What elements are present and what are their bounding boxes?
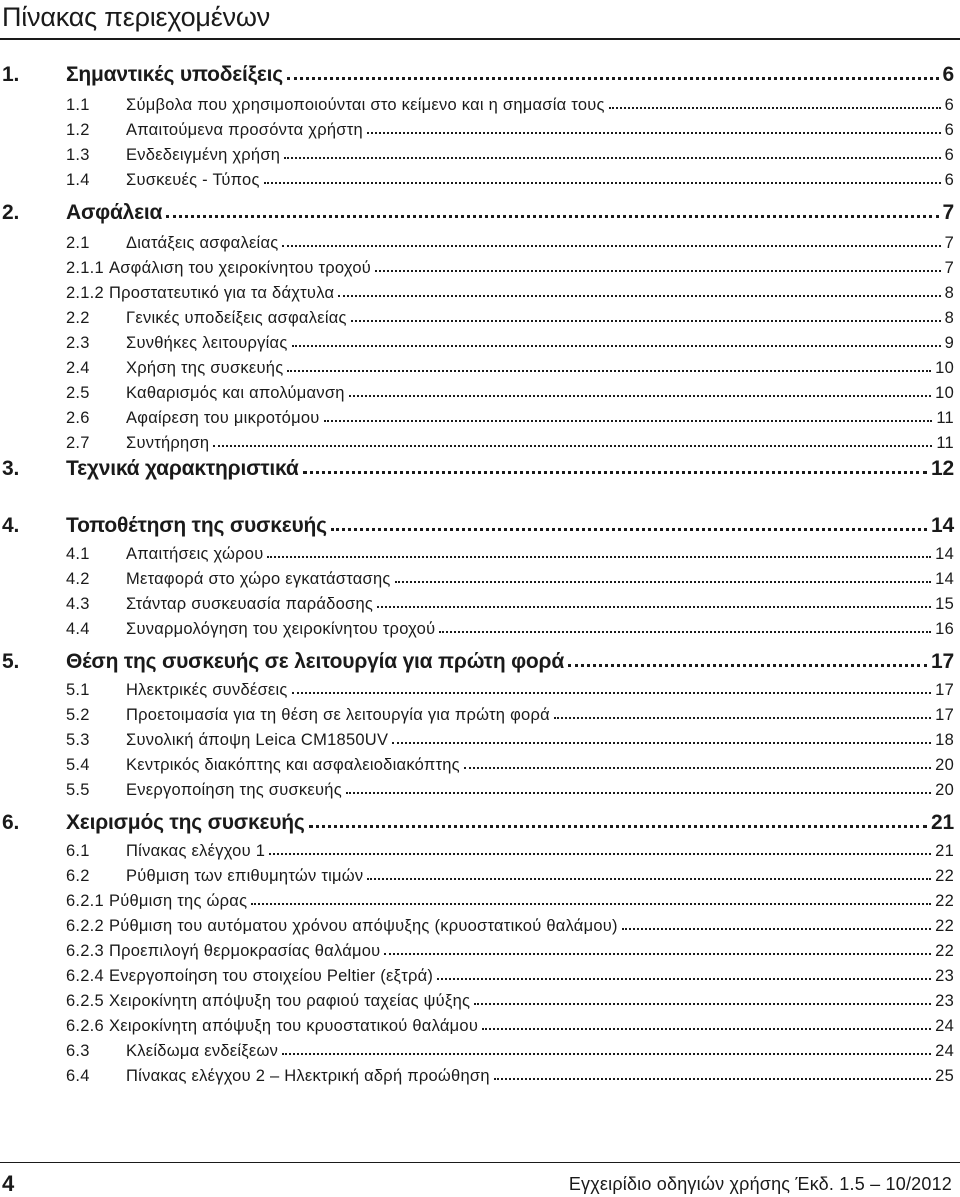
toc-dot-leader [331,526,927,531]
toc-entry-label: Χειροκίνητη απόψυξη του ραφιού ταχείας ψύξης [108,992,471,1010]
toc-entry-number: 5.2 [66,706,90,724]
toc-entry-label: Θέση της συσκευής σε λειτουργία για πρώτη φορά [66,650,565,673]
toc-entry-number: 6.2.3 [66,942,104,960]
toc-entry[interactable] [2,808,954,838]
toc-entry[interactable] [66,356,954,381]
toc-entry-page: 17 [935,706,954,724]
toc-entry-label: Συναρμολόγηση του χειροκίνητου τροχού [126,620,436,638]
toc-entry[interactable] [66,256,954,281]
toc-entry-label: Συσκευές - Τύπος [126,171,260,189]
toc-entry[interactable] [66,964,954,989]
toc-dot-leader [166,213,938,218]
toc-entry-label: Κεντρικός διακόπτης και ασφαλειοδιακόπτης [126,756,460,774]
toc-entry-label: Χρήση της συσκευής [126,359,284,377]
toc-dot-leader [464,765,931,769]
toc-entry[interactable] [66,231,954,256]
toc-entry-page: 24 [935,1042,954,1060]
toc-entry-number: 4.3 [66,595,90,613]
toc-entry-number: 6.2.5 [66,992,104,1010]
toc-entry-number: 5.4 [66,756,90,774]
toc-entry-page: 8 [944,284,954,302]
toc-entry-number: 6.2.1 [66,892,104,910]
toc-entry-number: 4.4 [66,620,90,638]
toc-entry[interactable] [66,542,954,567]
toc-entry-page: 15 [935,595,954,613]
toc-entry-page: 11 [936,434,954,452]
toc-entry-label: Τεχνικά χαρακτηριστικά [66,457,299,480]
toc-entry[interactable] [66,381,954,406]
title-divider [0,38,960,40]
toc-dot-leader [392,740,931,744]
toc-entry-label: Αφαίρεση του μικροτόμου [126,409,320,427]
toc-entry-label: Ασφάλιση του χειροκίνητου τροχού [108,259,372,277]
toc-dot-leader [351,318,941,322]
toc-entry[interactable] [66,1014,954,1039]
toc-entry-page: 9 [944,334,954,352]
toc-entry-page: 25 [935,1067,954,1085]
toc-entry[interactable] [66,306,954,331]
toc-entry-number: 6.1 [66,842,90,860]
toc-entry-label: Προστατευτικό για τα δάχτυλα [108,284,335,302]
toc-entry-label: Διατάξεις ασφαλείας [126,234,279,252]
toc-entry[interactable] [66,331,954,356]
toc-entry[interactable] [66,989,954,1014]
toc-entry-number: 1. [2,63,20,86]
toc-entry-number: 2.4 [66,359,90,377]
footer-divider [0,1162,960,1163]
toc-dot-leader [251,901,931,905]
toc-entry-number: 6.4 [66,1067,90,1085]
toc-entry-number: 2. [2,201,20,224]
toc-entry-number: 2.1 [66,234,90,252]
toc-entry-page: 21 [931,811,954,834]
toc-dot-leader [309,823,927,828]
toc-entry-page: 8 [944,309,954,327]
toc-dot-leader [367,130,941,134]
toc-entry-label: Ενεργοποίηση του στοιχείου Peltier (εξτρά) [108,967,434,985]
toc-entry-number: 1.3 [66,146,90,164]
toc-entry-label: Προετοιμασία για τη θέση σε λειτουργία για πρώτη φορά [126,706,550,724]
toc-entry-number: 1.2 [66,121,90,139]
toc-entry-label: Συνολική άποψη Leica CM1850UV [126,731,389,749]
toc-entry-page: 22 [935,942,954,960]
toc-dot-leader [482,1026,931,1030]
toc-entry[interactable] [2,454,954,484]
toc-dot-leader [287,75,939,80]
toc-entry-page: 6 [942,63,954,86]
toc-dot-leader [494,1076,931,1080]
toc-entry-page: 14 [931,514,954,537]
toc-entry-label: Σύμβολα που χρησιμοποιούνται στο κείμενο και η σημασία τους [126,96,605,114]
toc-entry[interactable] [66,939,954,964]
toc-dot-leader [287,368,931,372]
toc-entry-number: 3. [2,457,20,480]
toc-entry[interactable] [2,647,954,677]
toc-entry-page: 20 [935,781,954,799]
toc-entry[interactable] [66,728,954,753]
toc-entry-number: 2.3 [66,334,90,352]
toc-entry[interactable] [66,753,954,778]
toc-entry-page: 10 [935,359,954,377]
toc-entry-page: 17 [935,681,954,699]
toc-entry-label: Στάνταρ συσκευασία παράδοσης [126,595,374,613]
toc-entry[interactable] [2,511,954,541]
toc-dot-leader [346,790,931,794]
toc-entry-number: 6.3 [66,1042,90,1060]
toc-entry-number: 2.5 [66,384,90,402]
toc-entry[interactable] [66,839,954,864]
toc-entry[interactable] [66,1064,954,1089]
toc-dot-leader [349,393,931,397]
footer-page-number: 4 [2,1171,15,1196]
toc-entry-label: Κλείδωμα ενδείξεων [126,1042,279,1060]
toc-dot-leader [267,554,931,558]
toc-entry-number: 5.3 [66,731,90,749]
toc-entry-page: 7 [944,259,954,277]
toc-entry-label: Σημαντικές υποδείξεις [66,63,283,86]
toc-entry-page: 22 [935,917,954,935]
toc-entry-label: Ρύθμιση του αυτόματου χρόνου απόψυξης (κρυοστατικού θαλάμου) [108,917,618,935]
toc-entry[interactable] [66,778,954,803]
toc-dot-leader [439,629,931,633]
toc-entry-label: Συνθήκες λειτουργίας [126,334,288,352]
toc-entry-number: 4.2 [66,570,90,588]
toc-entry-label: Μεταφορά στο χώρο εγκατάστασης [126,570,391,588]
toc-entry-label: Ρύθμιση της ώρας [108,892,248,910]
toc-entry-number: 1.1 [66,96,90,114]
toc-entry-number: 4.1 [66,545,90,563]
toc-entry-label: Ενδεδειγμένη χρήση [126,146,281,164]
toc-dot-leader [384,951,931,955]
toc-entry-page: 14 [935,545,954,563]
toc-entry-label: Χειρισμός της συσκευής [66,811,305,834]
toc-dot-leader [264,180,941,184]
toc-entry-page: 7 [942,201,954,224]
toc-dot-leader [282,243,940,247]
toc-entry-number: 2.2 [66,309,90,327]
toc-entry-page: 23 [935,992,954,1010]
toc-entry-page: 22 [935,867,954,885]
toc-dot-leader [213,443,932,447]
toc-dot-leader [292,343,941,347]
toc-entry[interactable] [66,168,954,193]
toc-entry-label: Ρύθμιση των επιθυμητών τιμών [126,867,364,885]
toc-entry[interactable] [66,281,954,306]
toc-entry-label: Ενεργοποίηση της συσκευής [126,781,342,799]
toc-entry-page: 21 [935,842,954,860]
toc-entry-number: 6. [2,811,20,834]
toc-entry-label: Καθαρισμός και απολύμανση [126,384,345,402]
toc-entry[interactable] [2,198,954,228]
footer-edition-text: Εγχειρίδιο οδηγιών χρήσης Έκδ. 1.5 – 10/2012 [568,1174,952,1194]
toc-dot-leader [338,293,940,297]
toc-entry[interactable] [66,93,954,118]
toc-dot-leader [269,851,931,855]
toc-entry-page: 16 [935,620,954,638]
toc-entry-page: 22 [935,892,954,910]
toc-entry[interactable] [66,143,954,168]
toc-entry-number: 2.1.1 [66,259,104,277]
toc-entry[interactable] [66,406,954,431]
toc-entry-number: 2.6 [66,409,90,427]
toc-dot-leader [554,715,931,719]
toc-entry-page: 18 [935,731,954,749]
toc-dot-leader [568,662,927,667]
toc-entry[interactable] [66,864,954,889]
toc-entry-page: 6 [944,171,954,189]
toc-entry-page: 7 [944,234,954,252]
toc-entry-number: 5. [2,650,20,673]
toc-entry-label: Ασφάλεια [66,201,163,224]
toc-entry-page: 24 [935,1017,954,1035]
toc-entry[interactable] [66,617,954,642]
toc-entry-label: Χειροκίνητη απόψυξη του κρυοστατικού θαλάμου [108,1017,479,1035]
toc-entry-label: Ηλεκτρικές συνδέσεις [126,681,288,699]
toc-entry[interactable] [66,1039,954,1064]
toc-entry[interactable] [66,914,954,939]
toc-entry[interactable] [66,118,954,143]
toc-dot-leader [284,155,940,159]
toc-entry-page: 6 [944,96,954,114]
toc-entry-number: 1.4 [66,171,90,189]
toc-entry-number: 6.2.6 [66,1017,104,1035]
toc-entry-page: 14 [935,570,954,588]
toc-entry-number: 4. [2,514,20,537]
toc-entry-number: 5.1 [66,681,90,699]
toc-entry-number: 5.5 [66,781,90,799]
toc-entry-page: 6 [944,146,954,164]
toc-dot-leader [474,1001,931,1005]
toc-entry-page: 6 [944,121,954,139]
toc-dot-leader [324,418,933,422]
toc-entry[interactable] [66,703,954,728]
toc-dot-leader [292,690,932,694]
toc-entry-number: 6.2.4 [66,967,104,985]
toc-entry[interactable] [66,592,954,617]
toc-entry[interactable] [66,889,954,914]
toc-entry-label: Πίνακας ελέγχου 1 [126,842,266,860]
toc-entry-page: 11 [936,409,954,427]
toc-dot-leader [303,469,927,474]
toc-entry-label: Τοποθέτηση της συσκευής [66,514,327,537]
toc-entry-label: Απαιτήσεις χώρου [126,545,264,563]
toc-entry-label: Προεπιλογή θερμοκρασίας θαλάμου [108,942,381,960]
toc-entry-label: Γενικές υποδείξεις ασφαλείας [126,309,347,327]
toc-dot-leader [375,268,941,272]
toc-entry-label: Συντήρηση [126,434,210,452]
toc-entry-page: 12 [931,457,954,480]
toc-entry-number: 6.2.2 [66,917,104,935]
toc-dot-leader [437,976,931,980]
toc-entry-page: 23 [935,967,954,985]
toc-dot-leader [395,579,932,583]
toc-entry-label: Απαιτούμενα προσόντα χρήστη [126,121,363,139]
toc-entry[interactable] [2,60,954,90]
toc-entry[interactable] [66,678,954,703]
toc-dot-leader [282,1051,931,1055]
toc-entry-page: 10 [935,384,954,402]
toc-entry-page: 17 [931,650,954,673]
toc-dot-leader [377,604,931,608]
toc-entry-label: Πίνακας ελέγχου 2 – Ηλεκτρική αδρή προώθηση [126,1067,490,1085]
toc-entry-page: 20 [935,756,954,774]
toc-entry-number: 6.2 [66,867,90,885]
page-title: Πίνακας περιεχομένων [2,2,271,32]
toc-dot-leader [367,876,931,880]
toc-dot-leader [622,926,931,930]
toc-dot-leader [609,105,941,109]
toc-entry-number: 2.7 [66,434,90,452]
toc-entry[interactable] [66,431,954,456]
toc-entry-number: 2.1.2 [66,284,104,302]
toc-entry[interactable] [66,567,954,592]
